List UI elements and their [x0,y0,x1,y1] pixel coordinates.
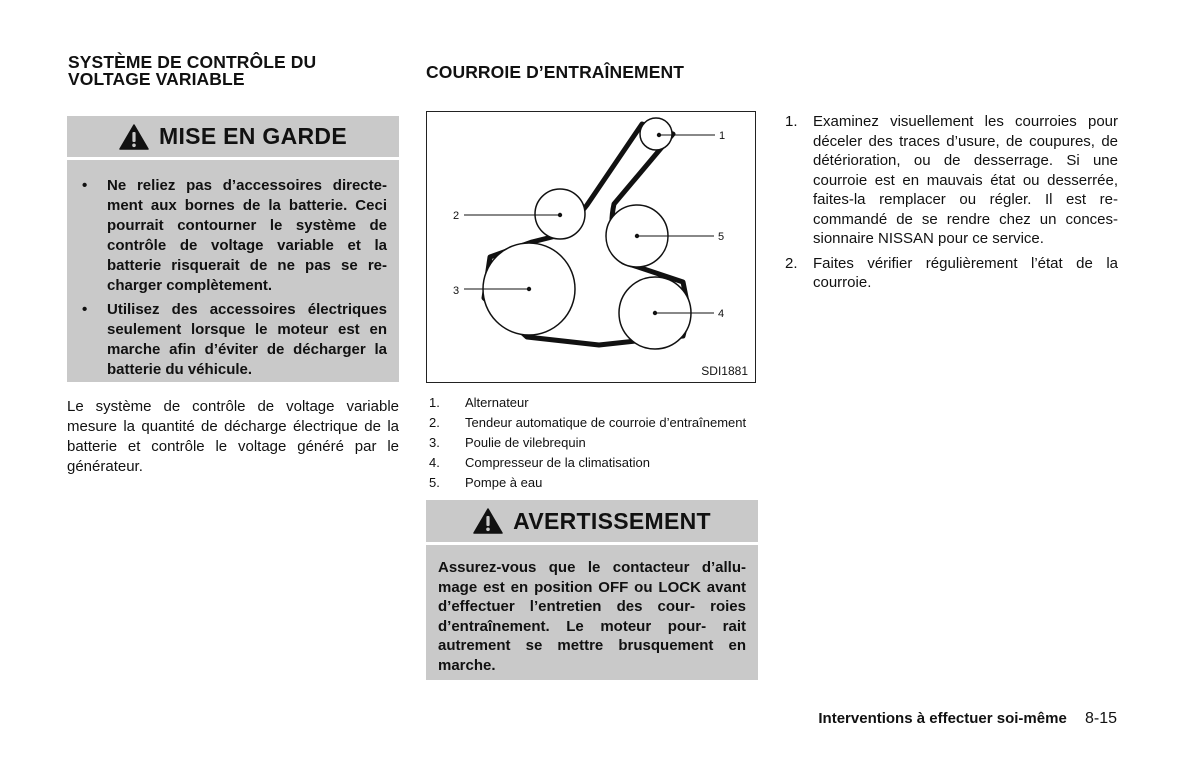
belt-diagram [426,111,756,383]
warning-label: AVERTISSEMENT [513,507,711,534]
bullet-dot: • [82,301,88,318]
warning-body [426,558,758,675]
step-item: 1. Examinez visuellement les courroies pour déceler des traces d’usure, de coupures, de détérioration, ou de desserrage. Si une courroie est en mauvais état ou desserrée, faites-la remplacer ou régler. Il est re- commandé de se rendre chez un conces- sionnaire NISSAN pour ce service. [785,113,1118,247]
caution-bullet: • Ne reliez pas d’accessoires directe- ment aux bornes de la batterie. Ceci pourrait contourner le système de contrôle de voltage variable et la batterie risquerait de ne pas se re- charger complètement. [82,177,387,294]
callout-1: 1 [719,130,726,142]
callout-2: 2 [453,210,460,222]
figure-code: SDI1881 [701,364,748,378]
caution-header [67,116,399,160]
bullet-dot: • [82,177,88,194]
figure-legend [429,393,769,493]
section-title-voltage: SYSTÈME DE CONTRÔLE DU VOLTAGE VARIABLE [68,52,317,89]
page-number: 8-15 [1084,710,1117,727]
warning-triangle-icon [473,508,503,534]
warning-text: Assurez-vous que le contacteur d’allu- mage est en position OFF ou LOCK avant d’effectuer l’entretien des cour- roies d’entraînement. Le moteur pour- rait autrement se mettre brusquement en marche. [438,559,746,674]
legend-item: 4. Compresseur de la climatisation [429,455,650,470]
callout-4: 4 [718,308,725,320]
callout-5: 5 [718,231,725,243]
belt-diagram-svg [427,112,757,384]
caution-box [67,116,399,382]
voltage-description: Le système de contrôle de voltage variable mesure la quantité de décharge électrique de la batterie et contrôle le voltage généré par le générateur. [67,398,399,475]
legend-item: 2. Tendeur automatique de courroie d’entraînement [429,415,747,430]
maintenance-steps [785,112,1118,298]
caution-body [67,176,399,384]
footer-section: Interventions à effectuer soi-même [818,710,1067,727]
legend-item: 3. Poulie de vilebrequin [429,435,586,450]
caution-label: MISE EN GARDE [159,123,347,149]
section-title-belt: COURROIE D’ENTRAÎNEMENT [426,62,684,82]
step-item: 2. Faites vérifier régulièrement l’état de la courroie. [785,254,1118,291]
legend-item: 1. Alternateur [429,395,529,410]
warning-header [426,500,758,545]
caution-bullet: • Utilisez des accessoires électriques seulement lorsque le moteur est en marche afin d’éviter de décharger la batterie du véhicule. [82,301,387,378]
legend-item: 5. Pompe à eau [429,475,543,490]
callout-3: 3 [453,285,460,297]
warning-triangle-icon [119,124,149,150]
page-footer [818,710,1117,728]
alternator-pulley [640,118,672,150]
warning-box [426,500,758,680]
